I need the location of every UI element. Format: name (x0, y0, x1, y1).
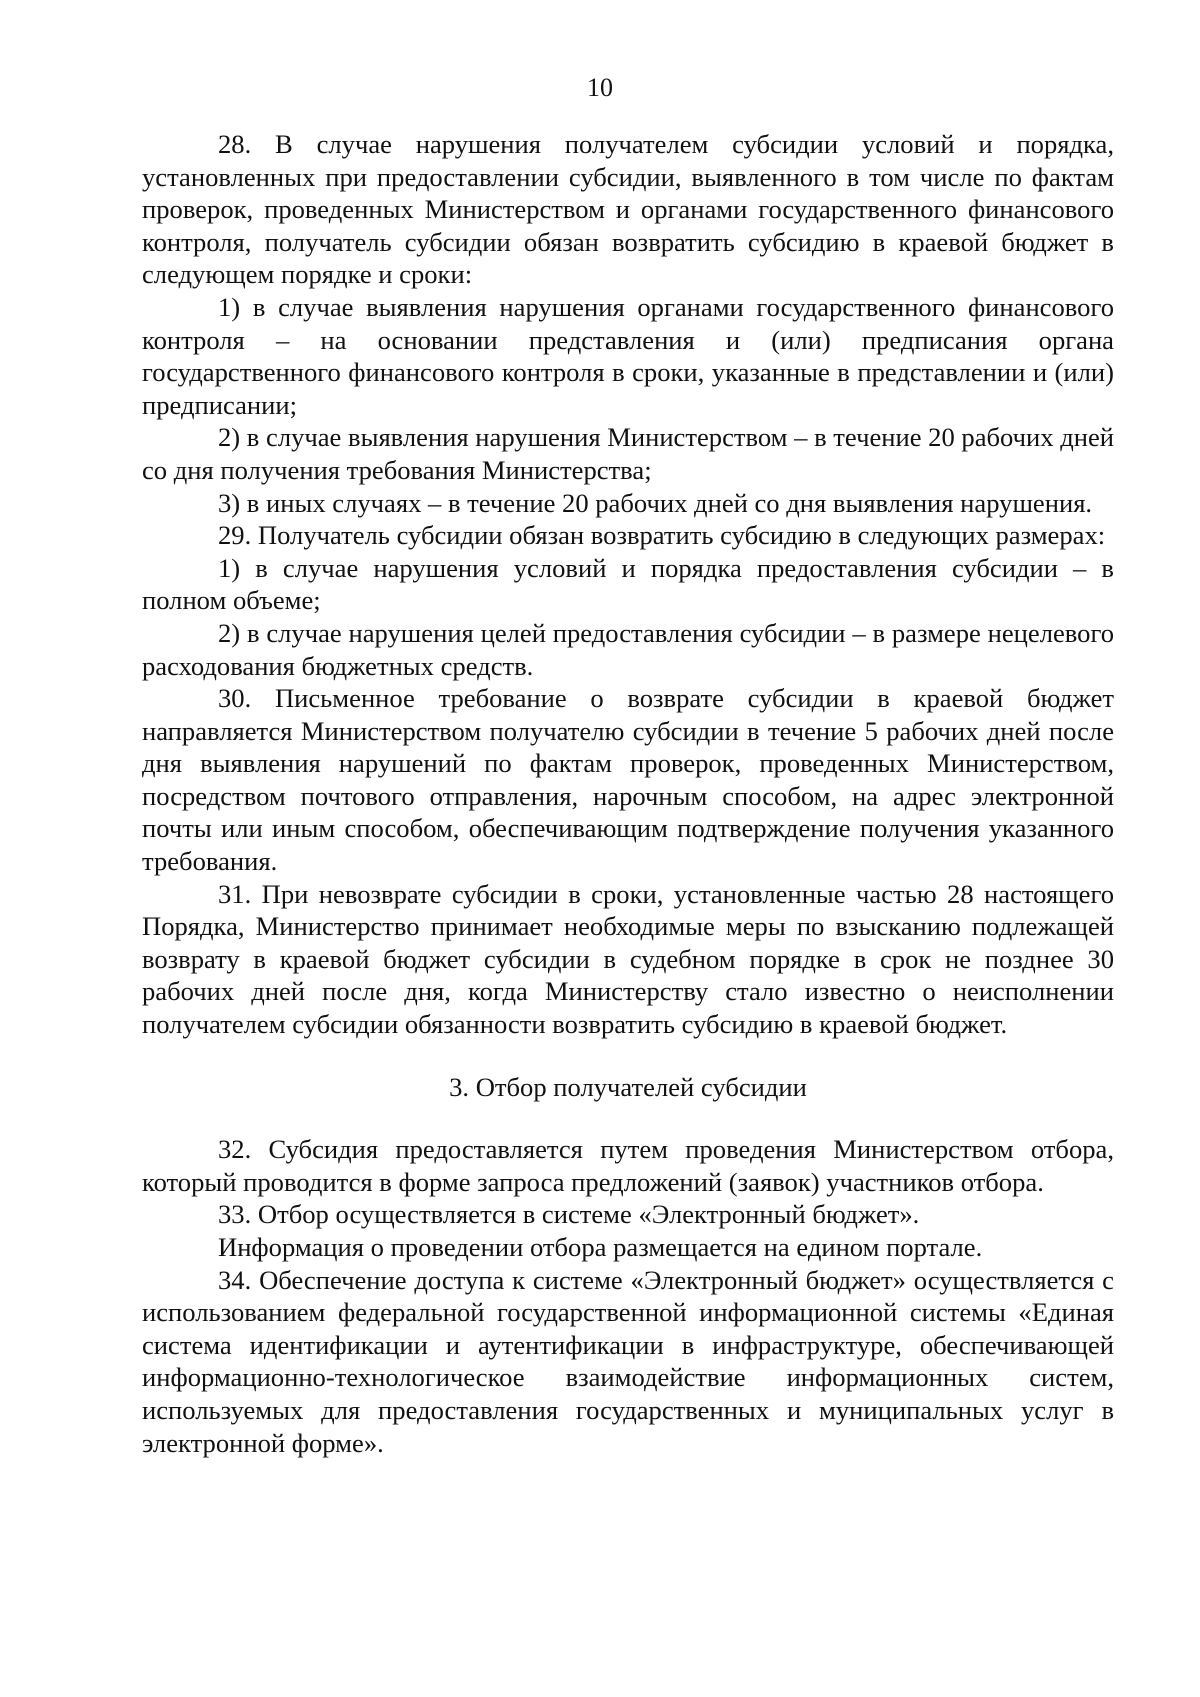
paragraph-33: 33. Отбор осуществляется в системе «Электронный бюджет». (218, 1199, 920, 1230)
paragraph-32: 32. Субсидия предоставляется путем проведения Министерством отбора, который проводится в форме запроса предложений (заявок) участников отбора. (142, 1134, 1114, 1197)
paragraph-30: 30. Письменное требование о возврате субсидии в краевой бюджет направляется Министерством получателю субсидии в течение 5 рабочих дней после дня выявления нарушений по фактам проверок, проведенных Министерством, посредством почтового отправления, нарочным способом, на адрес электронной почты или иным способом, обеспечивающим подтверждение получения указанного требования. (142, 683, 1114, 877)
paragraph-28-item-3: 3) в иных случаях – в течение 20 рабочих дней со дня выявления нарушения. (218, 487, 1093, 518)
document-body (142, 128, 1114, 1459)
paragraph-34: 34. Обеспечение доступа к системе «Электронный бюджет» осуществляется с использованием федеральной государственной информационной системы «Единая система идентификации и аутентификации в инфраструктуре, обеспечивающей информационно-технологическое взаимодействие информационных систем, используемых для предоставления государственных и муниципальных услуг в электронной форме». (142, 1264, 1114, 1458)
paragraph-31: 31. При невозврате субсидии в сроки, установленные частью 28 настоящего Порядка, Министерство принимает необходимые меры по взысканию подлежащей возврату в краевой бюджет субсидии в судебном порядке в срок не позднее 30 рабочих дней после дня, когда Министерству стало известно о неисполнении получателем субсидии обязанности возвратить субсидию в краевой бюджет. (142, 878, 1114, 1040)
page-number: 10 (587, 73, 613, 102)
paragraph-28-item-2: 2) в случае выявления нарушения Министерством – в течение 20 рабочих дней со дня получения требования Министерства; (142, 422, 1114, 485)
paragraph-29-item-2: 2) в случае нарушения целей предоставления субсидии – в размере нецелевого расходования бюджетных средств. (142, 617, 1114, 681)
paragraph-29: 29. Получатель субсидии обязан возвратить субсидию в следующих размерах: (218, 520, 1106, 551)
paragraph-29-item-1: 1) в случае нарушения условий и порядка предоставления субсидии – в полном объеме; (142, 552, 1114, 616)
paragraph-28: 28. В случае нарушения получателем субсидии условий и порядка, установленных при предоставлении субсидии, выявленного в том числе по фактам проверок, проведенных Министерством и органами государственного финансового контроля, получатель субсидии обязан возвратить субсидию в краевой бюджет в следующем порядке и сроки: (142, 129, 1114, 290)
section-heading: 3. Отбор получателей субсидии (449, 1071, 807, 1102)
paragraph-33-info: Информация о проведении отбора размещается на едином портале. (218, 1232, 983, 1262)
paragraph-28-item-1: 1) в случае выявления нарушения органами государственного финансового контроля – на основании представления и (или) предписания органа государственного финансового контроля в сроки, указанные в представлении и (или) предписании; (142, 291, 1114, 420)
